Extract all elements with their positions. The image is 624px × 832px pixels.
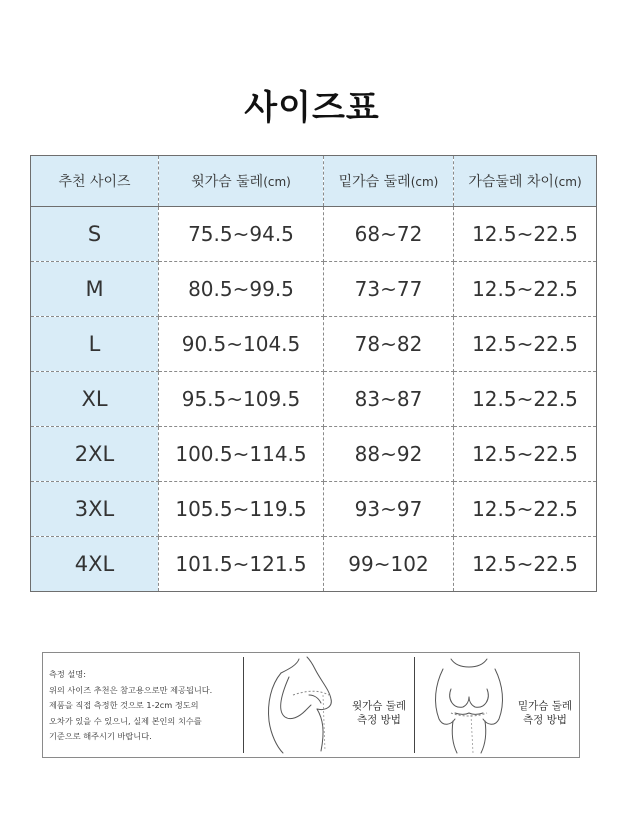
under-bust-cell: 83~87 <box>324 372 454 427</box>
under-bust-cell: 73~77 <box>324 262 454 317</box>
header-label: 밑가슴 둘레 <box>338 174 411 190</box>
upper-bust-cell: 101.5~121.5 <box>159 537 324 592</box>
upper-bust-cell: 90.5~104.5 <box>159 317 324 372</box>
under-bust-cell: 93~97 <box>324 482 454 537</box>
page-title: 사이즈표 <box>244 88 380 128</box>
notes-line: 위의 사이즈 추천은 참고용으로만 제공됩니다. <box>49 684 213 695</box>
header-label: 가슴둘레 차이 <box>468 174 554 190</box>
header-upper-bust <box>159 156 324 207</box>
under-bust-cell: 88~92 <box>324 427 454 482</box>
size-table <box>30 155 597 592</box>
under-bust-measure-icon <box>429 655 509 755</box>
size-cell: 4XL <box>31 537 159 592</box>
divider <box>243 657 244 753</box>
table-row <box>31 372 597 427</box>
measurement-notes <box>49 667 241 745</box>
table-row <box>31 317 597 372</box>
under-bust-caption <box>505 699 585 727</box>
header-label: 추천 사이즈 <box>58 174 131 190</box>
table-header-row <box>31 156 597 207</box>
header-unit: (cm) <box>263 175 291 189</box>
size-cell: L <box>31 317 159 372</box>
upper-bust-cell: 95.5~109.5 <box>159 372 324 427</box>
notes-heading: 측정 설명: <box>49 669 86 679</box>
difference-cell: 12.5~22.5 <box>454 427 597 482</box>
notes-line: 제품을 직접 측정한 것으로 1-2cm 정도의 <box>49 700 199 710</box>
size-cell: S <box>31 207 159 262</box>
header-recommended-size <box>31 156 159 207</box>
table-row <box>31 427 597 482</box>
header-unit: (cm) <box>410 175 439 189</box>
upper-bust-measure-icon <box>259 655 343 755</box>
caption-line: 밑가슴 둘레 <box>517 700 573 712</box>
table-row <box>31 537 597 592</box>
size-cell: 3XL <box>31 482 159 537</box>
table-row <box>31 262 597 317</box>
upper-bust-cell: 75.5~94.5 <box>159 207 324 262</box>
difference-cell: 12.5~22.5 <box>454 372 597 427</box>
under-bust-cell: 68~72 <box>324 207 454 262</box>
upper-bust-cell: 105.5~119.5 <box>159 482 324 537</box>
caption-line: 측정 방법 <box>523 714 567 726</box>
measurement-guide <box>42 652 580 758</box>
under-bust-cell: 78~82 <box>324 317 454 372</box>
difference-cell: 12.5~22.5 <box>472 552 578 576</box>
table-row <box>31 482 597 537</box>
header-label: 윗가슴 둘레 <box>191 174 264 190</box>
upper-bust-cell: 100.5~114.5 <box>159 427 324 482</box>
upper-bust-caption <box>339 699 419 727</box>
notes-line: 오차가 있을 수 있으니, 실제 본인의 치수를 <box>49 715 202 726</box>
upper-bust-cell: 80.5~99.5 <box>159 262 324 317</box>
header-unit: (cm) <box>553 175 582 189</box>
caption-line: 측정 방법 <box>357 714 401 726</box>
notes-line: 기준으로 해주시기 바랍니다. <box>49 731 152 741</box>
difference-cell: 12.5~22.5 <box>454 317 597 372</box>
table-row <box>31 207 597 262</box>
difference-cell: 12.5~22.5 <box>454 207 597 262</box>
difference-cell: 12.5~22.5 <box>454 262 597 317</box>
size-cell: M <box>31 262 159 317</box>
header-bust-difference <box>454 156 597 207</box>
divider <box>414 657 415 753</box>
under-bust-cell: 99~102 <box>324 537 454 592</box>
size-cell: 2XL <box>31 427 159 482</box>
size-cell: XL <box>31 372 159 427</box>
difference-cell: 12.5~22.5 <box>454 482 597 537</box>
caption-line: 윗가슴 둘레 <box>351 700 407 712</box>
header-under-bust <box>324 156 454 207</box>
